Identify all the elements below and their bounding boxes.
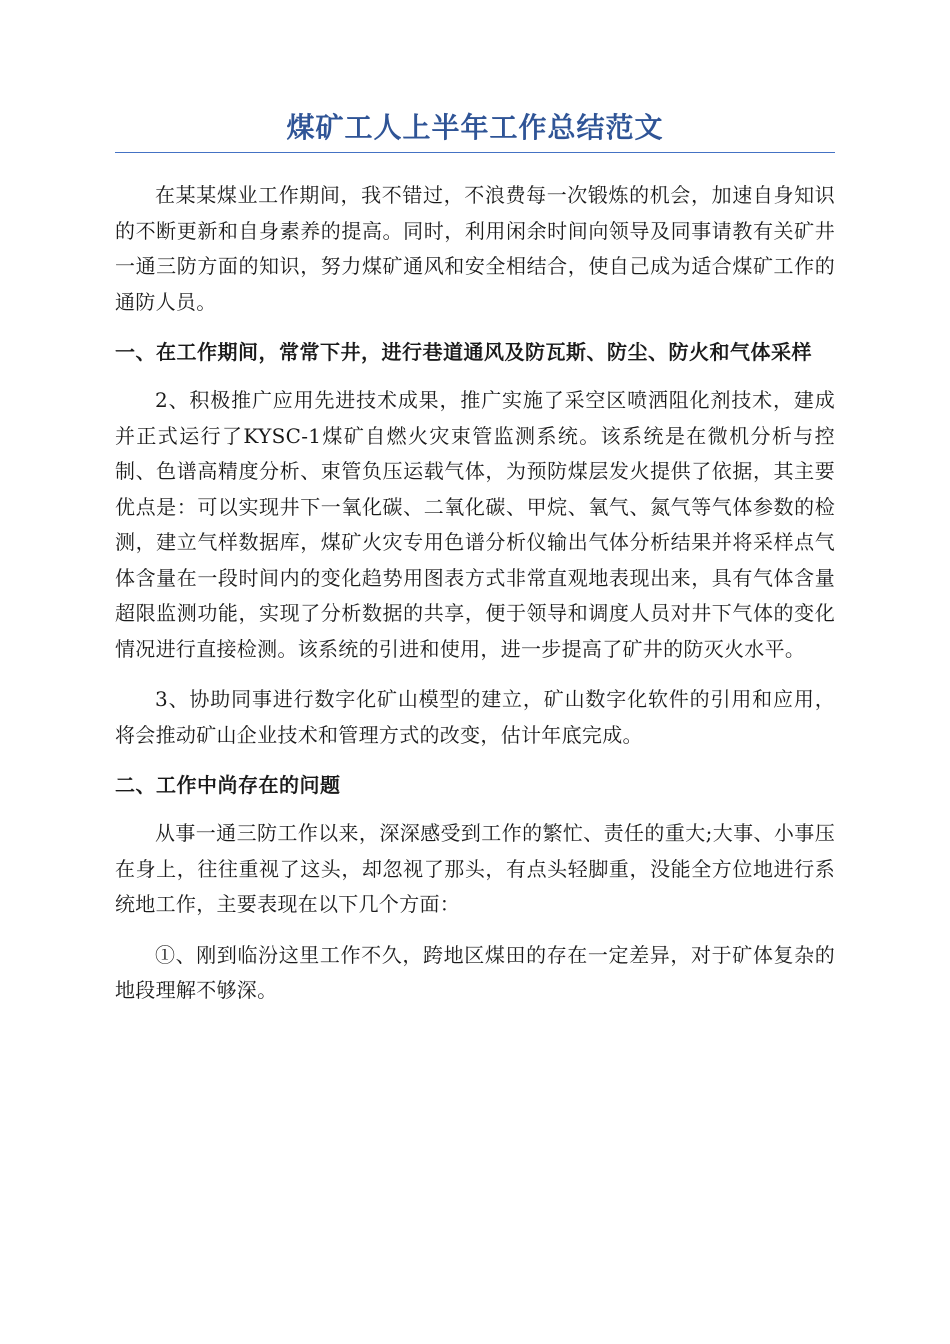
section-2-intro-paragraph: 从事一通三防工作以来，深深感受到工作的繁忙、责任的重大;大事、小事压在身上，往往重视了这头，却忽视了那头，有点头轻脚重，没能全方位地进行系统地工作，主要表现在以下几个方面： (115, 821, 835, 916)
issue-1-paragraph: ①、刚到临汾这里工作不久，跨地区煤田的存在一定差异，对于矿体复杂的地段理解不够深。 (115, 942, 835, 1002)
section-heading-2: 二、工作中尚存在的问题 (115, 773, 341, 797)
intro-paragraph: 在某某煤业工作期间，我不错过，不浪费每一次锻炼的机会，加速自身知识的不断更新和自身素养的提高。同时，利用闲余时间向领导及同事请教有关矿井一通三防方面的知识，努力煤矿通风和安全相结合，使自己成为适合煤矿工作的通防人员。 (115, 183, 835, 314)
document-title: 煤矿工人上半年工作总结范文 (115, 108, 835, 153)
section-heading-1: 一、在工作期间，常常下井，进行巷道通风及防瓦斯、防尘、防火和气体采样 (115, 340, 812, 364)
document-page (115, 108, 835, 1009)
item-2-paragraph: 2、积极推广应用先进技术成果，推广实施了采空区喷洒阻化剂技术，建成并正式运行了KYSC-1煤矿自燃火灾束管监测系统。该系统是在微机分析与控制、色谱高精度分析、束管负压运载气体，为预防煤层发火提供了依据，其主要优点是：可以实现井下一氧化碳、二氧化碳、甲烷、氧气、氮气等气体参数的检测，建立气样数据库，煤矿火灾专用色谱分析仪输出气体分析结果并将采样点气体含量在一段时间内的变化趋势用图表方式非常直观地表现出来，具有气体含量超限监测功能，实现了分析数据的共享，便于领导和调度人员对井下气体的变化情况进行直接检测。该系统的引进和使用，进一步提高了矿井的防灭火水平。 (115, 388, 835, 661)
item-3-paragraph: 3、协助同事进行数字化矿山模型的建立，矿山数字化软件的引用和应用，将会推动矿山企业技术和管理方式的改变，估计年底完成。 (115, 687, 835, 747)
